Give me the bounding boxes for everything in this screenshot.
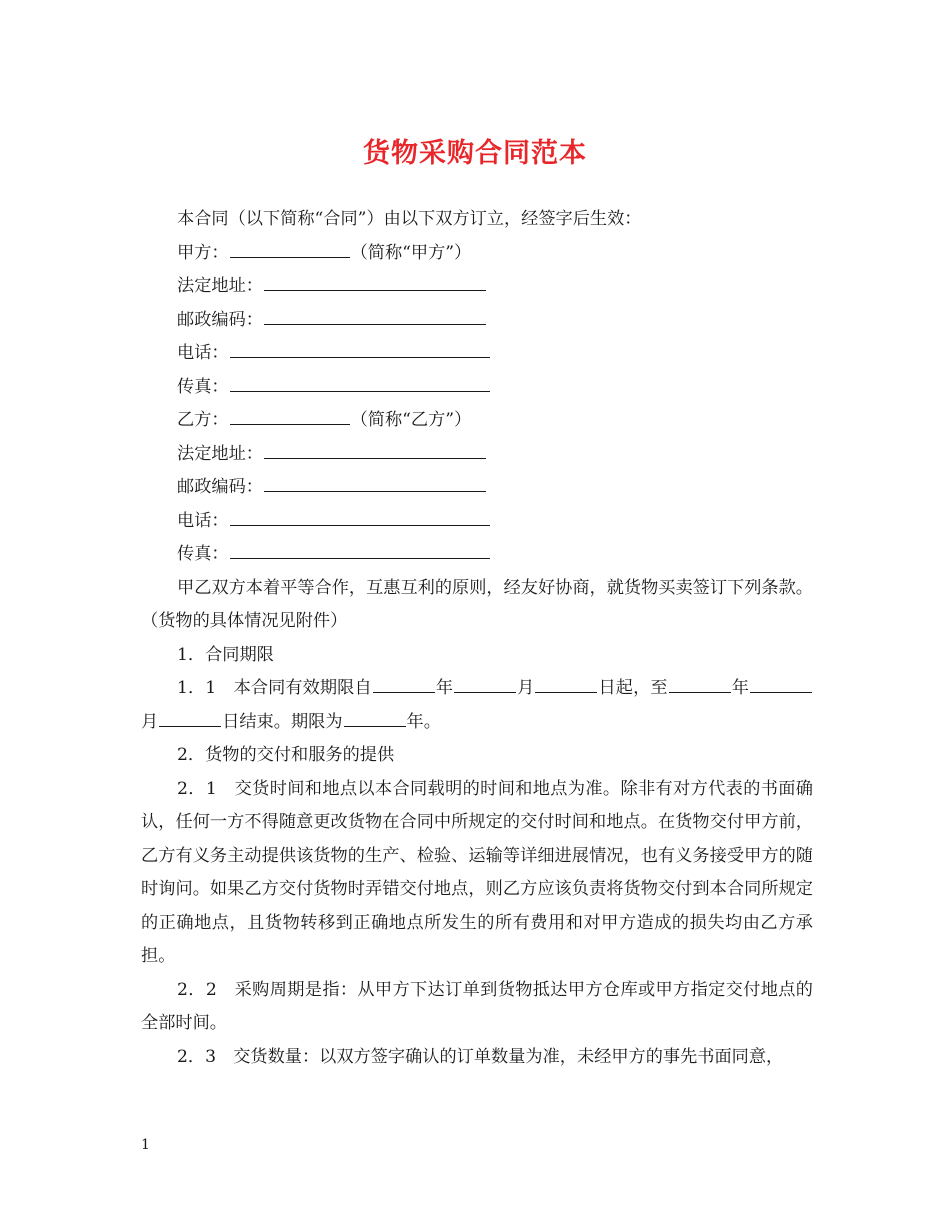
party-b-address-blank [264,439,486,459]
party-b-phone-label: 电话： [177,510,229,531]
party-b-name-blank [230,405,350,425]
party-a-phone-blank [230,338,490,358]
section-2-heading: 2．货物的交付和服务的提供 [177,745,395,765]
party-a-address-blank [264,271,486,291]
start-month-label: 月 [517,678,535,698]
party-a-postal-label: 邮政编码： [177,309,263,330]
end-year-label: 年 [731,678,749,698]
party-a-alias: （简称“甲方”） [350,242,472,263]
party-a-phone-label: 电话： [177,343,229,363]
party-a-phone-line [141,337,813,371]
end-month-label: 月 [141,711,159,732]
party-b-postal-label: 邮政编码： [177,477,263,497]
clause-1-1 [141,672,813,739]
party-b-alias: （简称“乙方”） [350,410,472,430]
party-b-postal-blank [264,472,486,492]
party-a-address-line [141,270,813,304]
start-day-blank [535,673,597,693]
end-day-blank [159,707,221,727]
party-a-name-blank [230,238,350,258]
start-day-label: 日起，至 [598,678,668,698]
party-a-fax-label: 传真： [177,376,229,397]
party-b-fax-blank [230,539,490,559]
clause-2-1: 2．1 交货时间和地点以本合同载明的时间和地点为准。除非有对方代表的书面确认，任何一方不得随意更改货物在合同中所规定的交付时间和地点。在货物交付甲方前，乙方有义务主动提供该货物的生产、检验、运输等详细进展情况，也有义务接受甲方的随时询问。如果乙方交付货物时弄错交付地点，则乙方应该负责将货物交付到本合同所规定的正确地点，且货物转移到正确地点所发生的所有费用和对甲方造成的损失均由乙方承担。 [141,778,813,966]
start-month-blank [454,673,516,693]
party-a-line [141,237,813,271]
end-year-blank [669,673,731,693]
party-a-address-label: 法定地址： [177,276,263,296]
document-title: 货物采购合同范本 [363,138,587,169]
term-years-blank [344,707,406,727]
start-year-blank [373,673,435,693]
party-a-postal-line [141,304,813,338]
party-b-address-line [141,438,813,472]
preamble-paragraph: 甲乙双方本着平等合作，互惠互利的原则，经友好协商，就货物买卖签订下列条款。（货物的具体情况见附件） [141,577,813,631]
document-body [141,203,813,1074]
party-b-label: 乙方： [177,410,229,430]
intro-line [141,203,813,237]
term-years-label: 年。 [406,711,441,732]
party-b-address-label: 法定地址： [177,443,263,464]
party-b-line [141,404,813,438]
party-b-phone-blank [230,506,490,526]
party-a-fax-line [141,371,813,405]
party-a-label: 甲方： [177,242,229,263]
clause-2-3: 2．3 交货数量：以双方签字确认的订单数量为准，未经甲方的事先书面同意， [177,1046,784,1067]
party-b-fax-line [141,538,813,572]
party-a-fax-blank [230,372,490,392]
page-number: 1 [141,1137,150,1153]
intro-text: 本合同（以下简称“合同”）由以下双方订立，经签字后生效： [177,209,642,229]
party-b-phone-line [141,505,813,539]
end-month-blank [750,673,812,693]
end-day-label: 日结束。期限为 [222,711,343,732]
section-1-heading: 1．合同期限 [177,644,274,665]
start-year-label: 年 [435,678,454,698]
party-b-fax-label: 传真： [177,544,229,564]
party-b-postal-line [141,471,813,505]
clause-1-1-prefix: 1．1 本合同有效期限自 [177,678,372,698]
party-a-postal-blank [264,305,486,325]
clause-2-2: 2．2 采购周期是指：从甲方下达订单到货物抵达甲方仓库或甲方指定交付地点的全部时间。 [141,979,813,1033]
